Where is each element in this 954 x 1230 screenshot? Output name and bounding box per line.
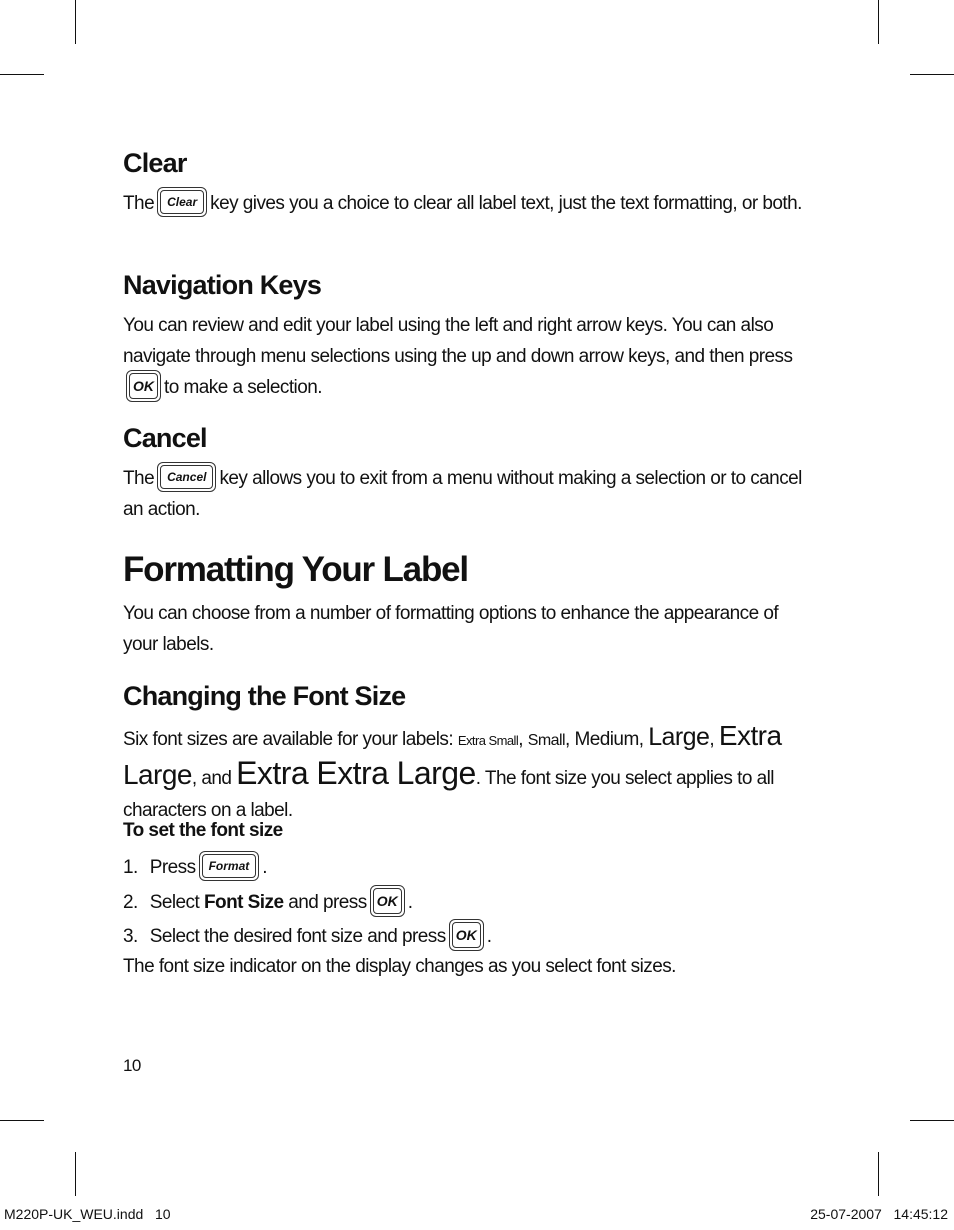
step-text: Select the desired font size and press	[149, 926, 446, 948]
navigation-text-before: You can review and edit your label using the left and right arrow keys. You can also navigate through menu selections using the up and down arrow keys, and then press	[123, 315, 793, 367]
cancel-key-icon	[157, 462, 216, 492]
step-text: Select	[149, 892, 200, 914]
size-medium: Medium	[574, 729, 639, 750]
footer-timestamp: 25-07-2007 14:45:12	[810, 1206, 948, 1222]
step-number: 3.	[123, 926, 138, 948]
ok-key-icon	[126, 370, 161, 402]
step-text: Press	[149, 857, 196, 879]
separator: ,	[709, 729, 715, 750]
clear-heading: Clear	[123, 148, 187, 178]
crop-mark	[75, 0, 76, 44]
font-size-intro-prefix: Six font sizes are available for your labels:	[123, 729, 454, 750]
clear-key-icon	[157, 187, 207, 217]
cancel-text-before: The	[123, 468, 155, 489]
clear-paragraph	[123, 188, 813, 219]
step-2	[123, 887, 412, 919]
size-small: Small	[527, 732, 565, 749]
navigation-text-after: to make a selection.	[164, 377, 322, 399]
footer-file-info: M220P-UK_WEU.indd 10	[4, 1206, 171, 1222]
font-size-intro-suffix: . The font size you select applies to all characters on a label.	[123, 768, 774, 821]
font-size-heading: Changing the Font Size	[123, 681, 406, 711]
size-extra-small: Extra Small	[457, 733, 519, 748]
separator: ,	[518, 729, 523, 750]
size-extra-large: Extra Large	[123, 720, 782, 790]
cancel-text-after: key allows you to exit from a menu without making a selection or to cancel an action.	[123, 468, 802, 520]
step-punct: .	[262, 857, 267, 879]
crop-mark	[0, 1120, 44, 1121]
cancel-paragraph	[123, 463, 813, 525]
ok-key-icon	[449, 919, 484, 951]
procedure-title: To set the font size	[123, 820, 283, 841]
formatting-intro: You can choose from a number of formatting options to enhance the appearance of your labels.	[123, 603, 779, 655]
step-1	[123, 853, 267, 883]
format-key-icon	[199, 851, 260, 881]
ok-key-label: OK	[452, 922, 481, 948]
separator: , and	[191, 768, 232, 789]
formatting-title: Formatting Your Label	[123, 550, 468, 589]
clear-text-before: The	[123, 193, 155, 214]
separator: ,	[564, 729, 570, 750]
separator: ,	[638, 729, 644, 750]
ok-key-label: OK	[129, 373, 158, 399]
font-size-intro	[123, 720, 813, 827]
crop-mark	[0, 74, 44, 75]
step-bold-term: Font Size	[203, 892, 284, 914]
cancel-key-label: Cancel	[160, 465, 213, 489]
cancel-heading: Cancel	[123, 423, 207, 453]
crop-mark	[75, 1152, 76, 1196]
page-number: 10	[123, 1056, 141, 1075]
ok-key-label: OK	[373, 888, 402, 914]
ok-key-icon	[370, 885, 405, 917]
size-large: Large	[648, 723, 710, 751]
crop-mark	[910, 1120, 954, 1121]
crop-mark	[878, 0, 879, 44]
step-text: and press	[288, 892, 367, 914]
step-3	[123, 921, 491, 953]
step-punct: .	[486, 926, 492, 948]
navigation-heading: Navigation Keys	[123, 270, 322, 300]
crop-mark	[910, 74, 954, 75]
clear-key-label: Clear	[160, 190, 204, 214]
crop-mark	[878, 1152, 879, 1196]
navigation-paragraph	[123, 310, 813, 404]
size-extra-extra-large: Extra Extra Large	[236, 755, 476, 791]
font-size-closing: The font size indicator on the display changes as you select font sizes.	[123, 956, 676, 977]
step-number: 2.	[123, 892, 138, 914]
step-number: 1.	[123, 857, 138, 879]
format-key-label: Format	[202, 854, 257, 878]
clear-text-after: key gives you a choice to clear all label text, just the text formatting, or both.	[210, 193, 802, 214]
step-punct: .	[407, 892, 413, 914]
